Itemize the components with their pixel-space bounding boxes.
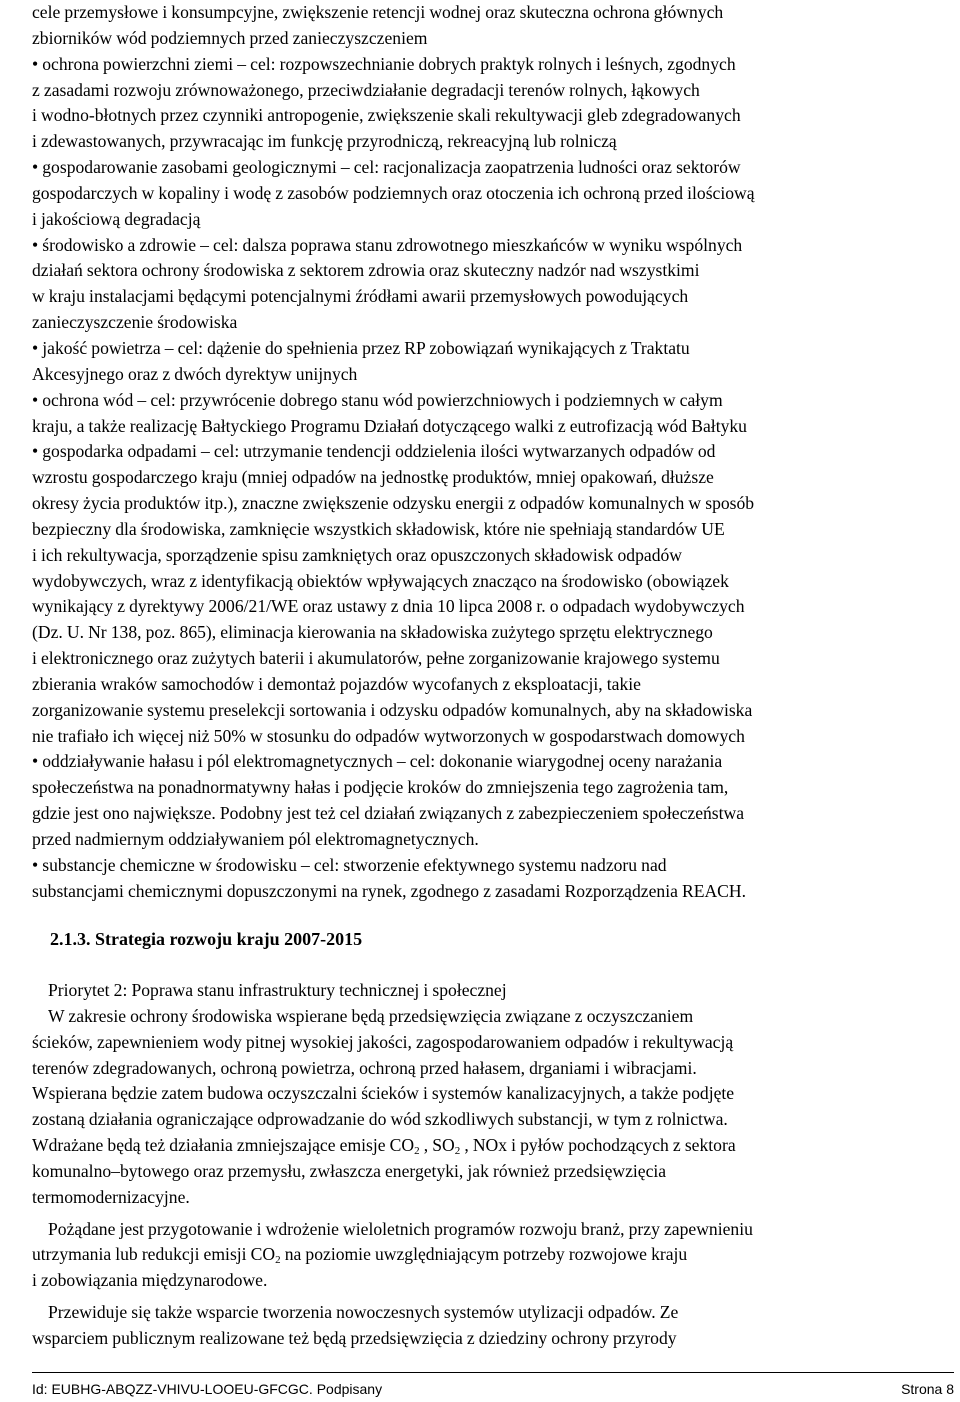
section-heading: 2.1.3. Strategia rozwoju kraju 2007-2015 bbox=[50, 929, 363, 949]
subscript: 2 bbox=[275, 1254, 281, 1267]
body-line: działań sektora ochrony środowiska z sektorem zdrowia oraz skuteczny nadzór nad wszystkimi bbox=[32, 260, 700, 281]
body-line: wynikający z dyrektywy 2006/21/WE oraz ustawy z dnia 10 lipca 2008 r. o odpadach wydobywczych bbox=[32, 596, 745, 617]
body-line: • ochrona powierzchni ziemi – cel: rozpowszechnianie dobrych praktyk rolnych i leśnych, zgodnych bbox=[32, 53, 736, 74]
body-line: wydobywczych, wraz z identyfikacją obiektów wpływających znacząco na środowisko (obowiązek bbox=[32, 570, 729, 591]
para1-line: zostaną działania ograniczające odprowadzanie do wód szkodliwych substancji, w tym z rolnictwa. bbox=[32, 1109, 728, 1130]
body-line: i zdewastowanych, przywracając im funkcję przyrodniczą, rekreacyjną lub rolniczą bbox=[32, 131, 617, 152]
body-line: zorganizowanie systemu preselekcji sortowania i odzysku odpadów komunalnych, aby na składowiska bbox=[32, 699, 753, 720]
body-line: • substancje chemiczne w środowisku – cel: stworzenie efektywnego systemu nadzoru nad bbox=[32, 854, 667, 875]
body-line: i wodno-błotnych przez czynniki antropogenie, zwiększenie skali rekultywacji gleb zdegradowanych bbox=[32, 105, 741, 126]
body-line: nie trafiało ich więcej niż 50% w stosunku do odpadów wytworzonych w gospodarstwach domowych bbox=[32, 725, 745, 746]
para3-line: wsparciem publicznym realizowane też będą przedsięwzięcia z dziedziny ochrony przyrody bbox=[32, 1327, 677, 1348]
page-footer bbox=[32, 1380, 954, 1398]
body-line: i jakościową degradacją bbox=[32, 208, 201, 229]
para1-line: Wspierana będzie zatem budowa oczyszczalni ścieków i systemów kanalizacyjnych, a także podjęte bbox=[32, 1083, 735, 1104]
paragraph-1 bbox=[32, 1004, 952, 1211]
body-line: • ochrona wód – cel: przywrócenie dobrego stanu wód powierzchniowych i podziemnych w całym bbox=[32, 389, 723, 410]
para2-line: i zobowiązania międzynarodowe. bbox=[32, 1270, 268, 1291]
subscript: 2 bbox=[414, 1145, 420, 1158]
section-content bbox=[32, 978, 952, 1352]
body-line: gospodarczych w kopaliny i wodę z zasobów podziemnych oraz otoczenia ich ochroną przed ilościową bbox=[32, 182, 755, 203]
body-line: z zasadami rozwoju zrównoważonego, przeciwdziałanie degradacji terenów rolnych, łąkowych bbox=[32, 79, 700, 100]
body-line: (Dz. U. Nr 138, poz. 865), eliminacja kierowania na składowiska zużytego sprzętu elektrycznego bbox=[32, 622, 713, 643]
emissions-text: , NOx i pyłów pochodzących z sektora bbox=[460, 1135, 736, 1156]
para1-line: terenów zdegradowanych, ochroną powietrza, ochroną przed hałasem, drganiami i wibracjami. bbox=[32, 1057, 697, 1078]
body-line: gdzie jest ono największe. Podobny jest też cel działań związanych z zabezpieczeniem społeczeństwa bbox=[32, 803, 745, 824]
emissions-text: , SO bbox=[419, 1135, 455, 1156]
para1-line: termomodernizacyjne. bbox=[32, 1186, 190, 1207]
body-line: kraju, a także realizację Bałtyckiego Programu Działań dotyczącego walki z eutrofizacją wód Bałtyku bbox=[32, 415, 747, 436]
footer-divider bbox=[32, 1372, 954, 1373]
emissions-text: Wdrażane będą też działania zmniejszające emisje CO bbox=[32, 1135, 415, 1156]
body-line: • gospodarowanie zasobami geologicznymi – cel: racjonalizacja zaopatrzenia ludności oraz sektorów bbox=[32, 157, 741, 178]
body-line: • środowisko a zdrowie – cel: dalsza poprawa stanu zdrowotnego mieszkańców w wyniku wspólnych bbox=[32, 234, 743, 255]
body-line: przed nadmiernym oddziaływaniem pól elektromagnetycznych. bbox=[32, 829, 479, 849]
body-line: wzrostu gospodarczego kraju (mniej odpadów na jednostkę produktów, mniej opakowań, dłuższe bbox=[32, 467, 714, 488]
paragraph-2 bbox=[32, 1217, 952, 1295]
body-line: Akcesyjnego oraz z dwóch dyrektyw unijnych bbox=[32, 363, 358, 384]
body-line: bezpieczny dla środowiska, zamknięcie wszystkich składowisk, które nie spełniają standardów UE bbox=[32, 518, 725, 539]
body-line: zbiorników wód podziemnych przed zanieczyszczeniem bbox=[32, 27, 428, 48]
para1-line: komunalno–bytowego oraz przemysłu, zwłaszcza energetyki, jak również przedsięwzięcia bbox=[32, 1160, 667, 1181]
page-number: Strona 8 bbox=[901, 1381, 954, 1397]
body-line: społeczeństwa na ponadnormatywny hałas i podjęcie kroków do zmniejszenia tego zagrożenia tam, bbox=[32, 777, 729, 798]
body-line: cele przemysłowe i konsumpcyjne, zwiększenie retencji wodnej oraz skuteczna ochrona głównych bbox=[32, 2, 724, 22]
body-line: zanieczyszczenie środowiska bbox=[32, 312, 238, 333]
para1-line: W zakresie ochrony środowiska wspierane będą przedsięwzięcia związane z oczyszczaniem bbox=[48, 1005, 694, 1026]
body-line: i elektronicznego oraz zużytych baterii i akumulatorów, pełne zorganizowanie krajowego systemu bbox=[32, 648, 720, 669]
priority-line: Priorytet 2: Poprawa stanu infrastruktury technicznej i społecznej bbox=[48, 980, 507, 1000]
body-line: • gospodarka odpadami – cel: utrzymanie tendencji oddzielenia ilości wytwarzanych odpadów od bbox=[32, 441, 716, 462]
document-id: Id: EUBHG-ABQZZ-VHIVU-LOOEU-GFCGC. Podpisany bbox=[32, 1381, 383, 1397]
para2-line bbox=[32, 1242, 952, 1268]
body-line: • oddziaływanie hałasu i pól elektromagnetycznych – cel: dokonanie wiarygodnej oceny narażania bbox=[32, 751, 723, 772]
para2-text: utrzymania lub redukcji emisji CO bbox=[32, 1244, 276, 1265]
para3-line: Przewiduje się także wsparcie tworzenia nowoczesnych systemów utylizacji odpadów. Ze bbox=[48, 1302, 679, 1323]
body-line: w kraju instalacjami będącymi potencjalnymi źródłami awarii przemysłowych powodujących bbox=[32, 286, 689, 307]
body-line: • jakość powietrza – cel: dążenie do spełnienia przez RP zobowiązań wynikających z Traktatu bbox=[32, 337, 690, 358]
para2-text: na poziomie uwzględniającym potrzeby rozwojowe kraju bbox=[280, 1244, 688, 1265]
body-line: zbierania wraków samochodów i demontaż pojazdów wycofanych z eksploatacji, takie bbox=[32, 673, 641, 694]
body-line: substancjami chemicznymi dopuszczonymi na rynek, zgodnego z zasadami Rozporządzenia REACH. bbox=[32, 880, 747, 901]
body-line: okresy życia produktów itp.), znaczne zwiększenie odzysku energii z odpadów komunalnych w sposób bbox=[32, 493, 755, 514]
document-body bbox=[32, 0, 952, 905]
paragraph-3 bbox=[32, 1300, 952, 1352]
para1-line: ścieków, zapewnieniem wody pitnej wysokiej jakości, zagospodarowaniem odpadów i rekultywacją bbox=[32, 1031, 734, 1052]
subscript: 2 bbox=[454, 1145, 461, 1158]
body-line: i ich rekultywacja, sporządzenie spisu zamkniętych oraz opuszczonych składowisk odpadów bbox=[32, 544, 683, 565]
emissions-line bbox=[32, 1133, 952, 1159]
para2-line: Pożądane jest przygotowanie i wdrożenie wieloletnich programów rozwoju branż, przy zapewnieniu bbox=[48, 1218, 753, 1239]
